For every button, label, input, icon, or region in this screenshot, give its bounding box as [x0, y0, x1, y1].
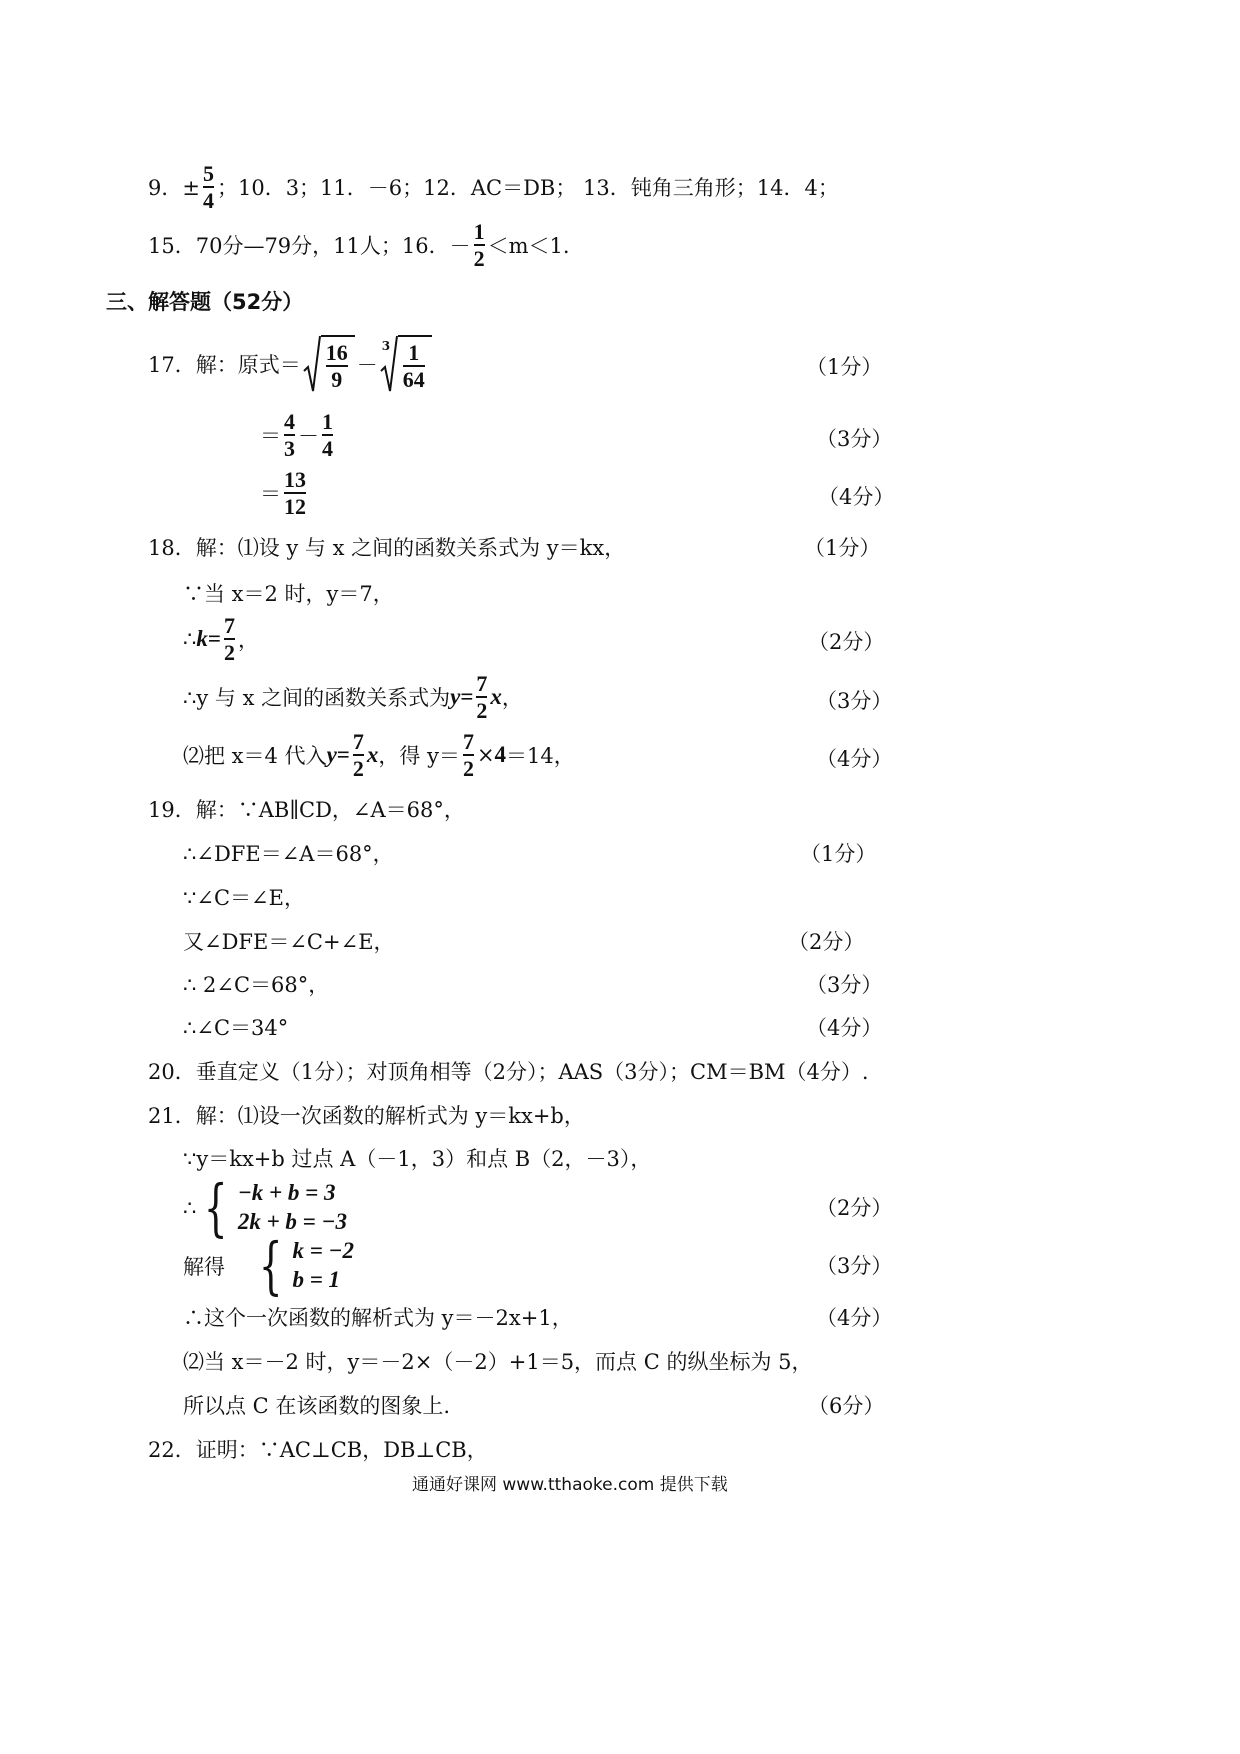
solution-k: k = −2	[292, 1238, 354, 1264]
solution-system	[251, 1229, 354, 1302]
denominator: 3	[284, 436, 295, 462]
fraction-1-4	[322, 410, 333, 460]
q21-line-4	[183, 1229, 354, 1302]
denominator: 2	[473, 246, 485, 272]
result-tail: ＝14，	[506, 744, 575, 769]
q21-line-6: ⑵当 x＝－2 时，y＝－2×（－2）+1＝5，而点 C 的纵坐标为 5，	[183, 1350, 813, 1374]
fraction-7-2	[224, 614, 235, 664]
fraction-7-2	[353, 730, 364, 780]
q18-score-3: （2分）	[808, 630, 885, 654]
therefore-symbol: ∴	[183, 1196, 197, 1220]
cube-root	[380, 335, 432, 393]
equals-sign: =	[460, 684, 474, 710]
fraction-7-2	[476, 672, 487, 722]
minus-sign: －	[356, 353, 378, 377]
q17-score-1: （1分）	[806, 355, 883, 379]
q9-prefix: 9．±	[148, 176, 200, 201]
q17-line-2	[260, 410, 336, 460]
footer-watermark: 通通好课网 www.tthaoke.com 提供下载	[412, 1475, 728, 1495]
square-root	[303, 335, 355, 393]
numerator: 1	[408, 339, 420, 365]
q18-score-1: （1分）	[804, 536, 881, 560]
q19-line-6: ∴∠C＝34°	[183, 1016, 289, 1040]
equals-sign: =	[336, 742, 350, 768]
equals-sign: ＝	[260, 482, 281, 507]
q19-line-4: 又∠DFE＝∠C+∠E，	[183, 930, 395, 954]
q18-score-5: （4分）	[816, 747, 893, 771]
fraction-13-12	[284, 468, 306, 518]
variable-y: y	[326, 742, 337, 768]
solution-b: b = 1	[292, 1267, 341, 1292]
denominator: 2	[223, 640, 235, 666]
q18-line-2: ∵当 x＝2 时，y＝7，	[183, 582, 394, 606]
substitute-text: ⑵把 x＝4 代入	[183, 744, 327, 769]
therefore-symbol: ∴	[183, 627, 197, 652]
left-brace-icon: {	[204, 1171, 228, 1244]
relation-text: ∴y 与 x 之间的函数关系式为	[183, 686, 451, 711]
q16-tail: ＜m＜1.	[487, 234, 570, 259]
denominator: 2	[476, 698, 488, 724]
numerator: 16	[325, 339, 348, 365]
numerator: 7	[462, 729, 474, 754]
comma: ，	[237, 628, 259, 653]
q21-score-5: （4分）	[816, 1306, 893, 1330]
number-four: 4	[494, 742, 507, 768]
variable-x: x	[366, 742, 379, 768]
q19-score-5: （3分）	[806, 973, 883, 997]
fraction-4-3	[284, 410, 295, 460]
q21-line-2: ∵y＝kx+b 过点 A（－1，3）和点 B（2，－3），	[183, 1147, 652, 1171]
numerator: 13	[284, 467, 306, 492]
q17-score-3: （4分）	[818, 485, 895, 509]
numerator: 1	[322, 409, 333, 434]
denominator: 4	[202, 188, 214, 214]
denominator: 64	[402, 367, 425, 392]
equation-2: 2k + b = −3	[237, 1209, 347, 1234]
q18-line-1: 18．解：⑴设 y 与 x 之间的函数关系式为 y＝kx，	[148, 536, 626, 560]
q19-score-4: （2分）	[788, 930, 865, 954]
q19-score-2: （1分）	[800, 842, 877, 866]
radical-sign-icon	[303, 335, 321, 393]
variable-x: x	[490, 684, 502, 710]
q21-score-4: （3分）	[816, 1254, 893, 1278]
q22-line: 22．证明：∵AC⊥CB，DB⊥CB，	[148, 1438, 488, 1462]
numerator: 7	[352, 729, 364, 754]
variable-y: y	[450, 684, 461, 710]
denominator: 2	[352, 756, 364, 782]
q19-line-2: ∴∠DFE＝∠A＝68°，	[183, 842, 394, 866]
q19-line-3: ∵∠C＝∠E，	[183, 886, 305, 910]
fraction-1-2	[474, 220, 485, 270]
q17-line-1	[148, 335, 434, 393]
denominator: 2	[462, 756, 474, 782]
variable-k: k	[196, 626, 208, 652]
numerator: 4	[284, 409, 295, 434]
equals-sign: ＝	[260, 424, 281, 449]
numerator: 7	[476, 671, 488, 696]
q17-label: 17．解：原式＝	[148, 353, 301, 377]
denominator: 4	[322, 436, 333, 462]
q21-line-7: 所以点 C 在该函数的图象上.	[183, 1394, 451, 1418]
section-heading: 三、解答题（52分）	[106, 290, 304, 314]
q17-line-3	[260, 468, 309, 518]
numerator: 1	[473, 219, 485, 244]
q19-line-1: 19．解：∵AB∥CD，∠A＝68°，	[148, 798, 465, 822]
q18-line-3	[183, 614, 259, 664]
numerator: 7	[223, 613, 235, 638]
q20-line: 20．垂直定义（1分）；对顶角相等（2分）；AAS（3分）；CM＝BM（4分）.	[148, 1060, 869, 1084]
q18-score-4: （3分）	[816, 689, 893, 713]
q15-prefix: 15．70分—79分，11人；16．－	[148, 234, 471, 259]
q19-score-6: （4分）	[806, 1016, 883, 1040]
fraction-7-2	[463, 730, 474, 780]
fraction-5-4	[203, 162, 214, 212]
answer-line-15-16	[148, 220, 570, 270]
equals-sign: =	[207, 626, 221, 652]
q21-score-7: （6分）	[808, 1394, 885, 1418]
q19-line-5: ∴ 2∠C＝68°，	[183, 973, 330, 997]
denominator: 12	[284, 494, 306, 520]
q18-line-5	[183, 730, 575, 780]
left-brace-icon: {	[258, 1229, 283, 1302]
answer-line-9-14	[148, 162, 839, 212]
q21-line-1: 21．解：⑴设一次函数的解析式为 y＝kx+b，	[148, 1104, 585, 1128]
solve-label: 解得	[183, 1255, 225, 1279]
q17-score-2: （3分）	[816, 427, 893, 451]
q21-score-3: （2分）	[816, 1196, 893, 1220]
denominator: 9	[331, 367, 343, 392]
q21-line-5: ∴这个一次函数的解析式为 y＝－2x+1，	[183, 1306, 573, 1330]
comma: ，	[501, 686, 523, 711]
q10-14-answers: ；10．3；11．－6；12．AC＝DB； 13．钝角三角形；14．4；	[216, 176, 839, 201]
equation-1: −k + b = 3	[237, 1180, 336, 1206]
result-text: ，得 y＝	[378, 744, 460, 769]
q18-line-4	[183, 672, 523, 722]
numerator: 5	[202, 161, 214, 186]
times-sign: ×	[476, 743, 495, 768]
root-index: 3	[381, 339, 391, 353]
minus-sign: －	[298, 424, 319, 449]
